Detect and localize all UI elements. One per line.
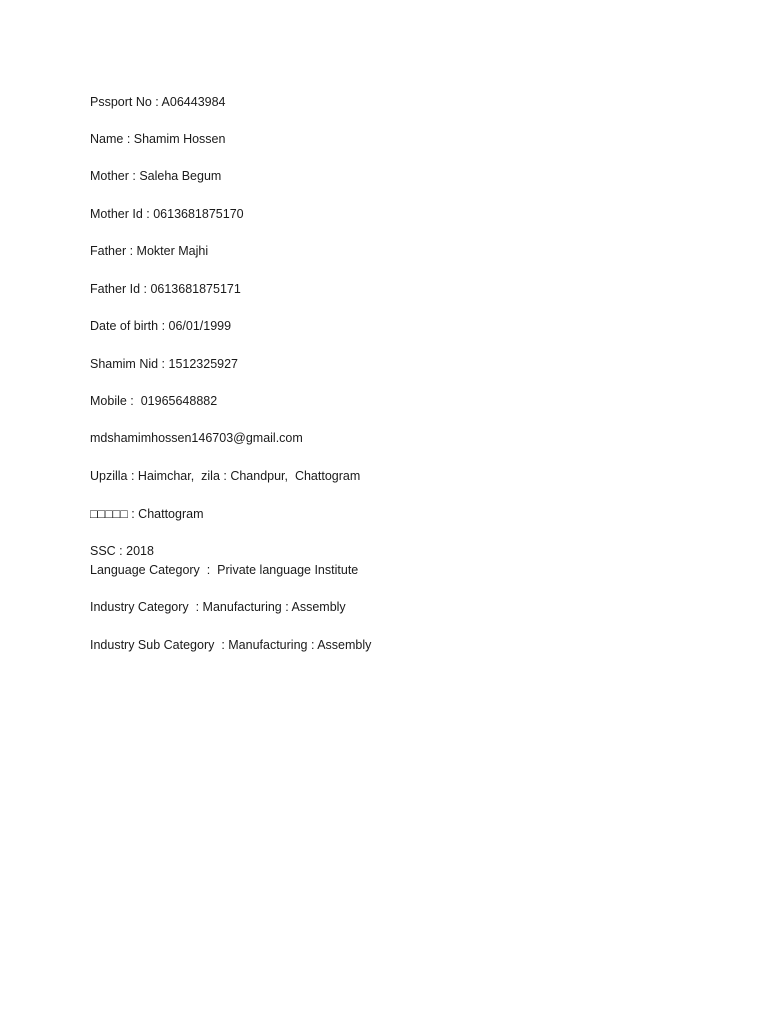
- industry-sub-category-line: Industry Sub Category : Manufacturing : Assembly: [90, 638, 372, 652]
- nid-line: Shamim Nid : 1512325927: [90, 357, 239, 371]
- address-line: Upzilla : Haimchar, zila : Chandpur, Chattogram: [90, 469, 361, 483]
- mother-id-line: Mother Id : 0613681875170: [90, 207, 244, 221]
- language-category-line: Language Category : Private language Institute: [90, 563, 359, 577]
- mother-line: Mother : Saleha Begum: [90, 169, 222, 183]
- father-id-line: Father Id : 0613681875171: [90, 282, 241, 296]
- father-line: Father : Mokter Majhi: [90, 244, 209, 258]
- passport-number-line: Pssport No : A06443984: [90, 95, 226, 109]
- date-of-birth-line: Date of birth : 06/01/1999: [90, 319, 232, 333]
- industry-category-line: Industry Category : Manufacturing : Assembly: [90, 600, 346, 614]
- division-line: □□□□□ : Chattogram: [90, 507, 204, 521]
- mobile-line: Mobile : 01965648882: [90, 394, 218, 408]
- name-line: Name : Shamim Hossen: [90, 132, 226, 146]
- email-line: mdshamimhossen146703@gmail.com: [90, 431, 303, 445]
- ssc-line: SSC : 2018: [90, 544, 154, 558]
